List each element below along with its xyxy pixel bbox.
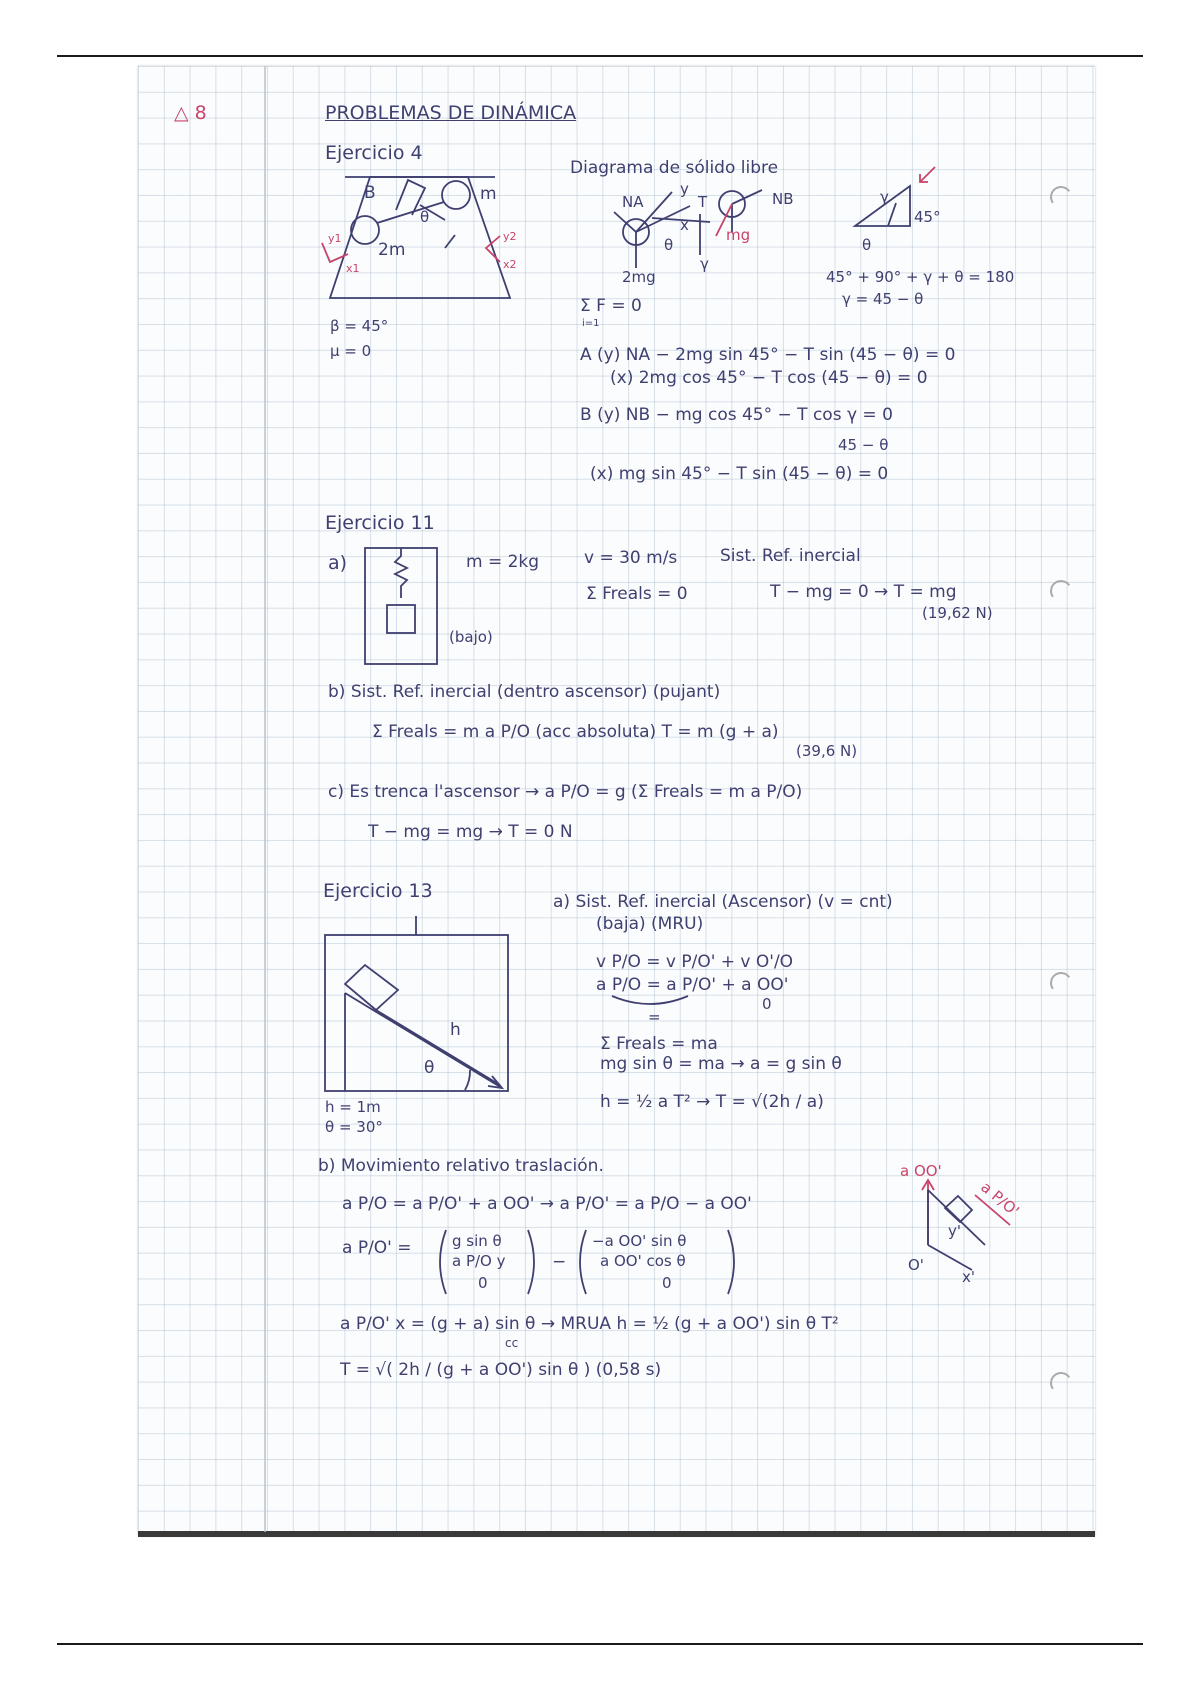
ej4-fig-y1: y1 — [328, 232, 342, 245]
dcl-mg: mg — [726, 226, 751, 244]
ej4-dcl-title: Diagrama de sólido libre — [570, 158, 779, 178]
ej13-a-line2: (baja) (MRU) — [596, 914, 704, 934]
ej13-vel: v P/O = v P/O' + v O'/O — [596, 952, 794, 972]
ej11-b-eq: Σ Freals = m a P/O (acc absoluta) T = m (g + a) — [372, 722, 779, 742]
ej4-fig-theta: θ — [420, 208, 430, 226]
ej13-fig-h: h — [450, 1020, 461, 1040]
dcl-na: NA — [622, 193, 644, 211]
dcl-gamma: γ — [700, 255, 709, 273]
ej4-sum-f: Σ F = 0 — [580, 296, 642, 316]
ej4-given-mu: μ = 0 — [330, 342, 372, 360]
dcl-nb: NB — [772, 190, 794, 208]
ej13-b-rel: a P/O = a P/O' + a OO' → a P/O' = a P/O − a OO' — [342, 1194, 752, 1214]
ej4-fig-b: B — [364, 183, 376, 203]
ej13-b-title: b) Movimiento relativo traslación. — [318, 1156, 604, 1176]
vec2-r2: a OO' cos θ — [600, 1252, 686, 1270]
ej4-heading: Ejercicio 4 — [325, 142, 423, 164]
vec1-r3: 0 — [478, 1274, 488, 1292]
ej11-c-eq: T − mg = mg → T = 0 N — [368, 822, 573, 842]
vec2-r3: 0 — [662, 1274, 672, 1292]
ej11-b-line: b) Sist. Ref. inercial (dentro ascensor) (pujant) — [328, 682, 721, 702]
page-title: PROBLEMAS DE DINÁMICA — [325, 102, 577, 124]
ej13-cc: cc — [505, 1336, 519, 1350]
dcl-2mg: 2mg — [622, 268, 656, 286]
ej11-b-val: (39,6 N) — [796, 742, 858, 760]
dcl-x: x — [680, 216, 689, 234]
ej13-given-h: h = 1m — [325, 1098, 381, 1116]
small-y: y' — [948, 1222, 962, 1240]
ej11-heading: Ejercicio 11 — [325, 512, 435, 534]
ej13-kin: h = ½ a T² → T = √(2h / a) — [600, 1092, 824, 1112]
ej11-val1: (19,62 N) — [922, 604, 993, 622]
vec-minus: − — [552, 1252, 567, 1272]
ej11-sum: Σ Freals = 0 — [586, 584, 688, 604]
ej4-sum-idx: i=1 — [582, 318, 600, 329]
dcl-theta: θ — [664, 236, 674, 254]
ej11-mass: m = 2kg — [466, 552, 540, 572]
vec2-r1: −a OO' sin θ — [592, 1232, 687, 1250]
page-mark: △ 8 — [174, 102, 207, 124]
ej13-sum: Σ Freals = ma — [600, 1034, 718, 1054]
ej13-a-line1: a) Sist. Ref. inercial (Ascensor) (v = cnt) — [553, 892, 893, 912]
ej4-fig-x2: x2 — [503, 258, 517, 271]
ej13-heading: Ejercicio 13 — [323, 880, 433, 902]
ej13-zero: 0 — [762, 995, 772, 1013]
small-o: O' — [908, 1256, 924, 1274]
tri-angle: 45° — [914, 208, 941, 226]
ej4-eq-by: B (y) NB − mg cos 45° − T cos γ = 0 — [580, 405, 893, 425]
ej13-fig-theta: θ — [424, 1058, 435, 1078]
dcl-y: y — [680, 180, 689, 198]
ej4-eq-bx: (x) mg sin 45° − T sin (45 − θ) = 0 — [590, 464, 889, 484]
angle-eq-1: 45° + 90° + γ + θ = 180 — [826, 268, 1015, 286]
ej4-fig-2m: 2m — [378, 240, 406, 260]
ej4-fig-m: m — [480, 184, 497, 204]
ej4-given-beta: β = 45° — [330, 317, 389, 335]
tri-theta: θ — [862, 236, 872, 254]
ej13-acc: a P/O = a P/O' + a OO' — [596, 975, 789, 995]
ej4-fig-x1: x1 — [346, 262, 360, 275]
small-x: x' — [962, 1268, 976, 1286]
angle-eq-2: γ = 45 − θ — [842, 290, 924, 308]
ej13-t-final: T = √( 2h / (g + a OO') sin θ ) (0,58 s) — [340, 1360, 662, 1380]
ej13-force: mg sin θ = ma → a = g sin θ — [600, 1054, 842, 1074]
ej11-frame: Sist. Ref. inercial — [720, 546, 861, 566]
ej11-part-a: a) — [328, 552, 348, 574]
ej11-speed: v = 30 m/s — [584, 548, 678, 568]
ej11-down: (bajo) — [449, 628, 493, 646]
ej4-fig-y2: y2 — [503, 230, 517, 243]
small-a-oo: a OO' — [900, 1162, 942, 1180]
tri-gamma: γ — [880, 188, 889, 206]
vec1-r2: a P/O y — [452, 1252, 506, 1270]
ej13-vec-lhs: a P/O' = — [342, 1238, 412, 1258]
ej13-given-theta: θ = 30° — [325, 1118, 383, 1136]
vec1-r1: g sin θ — [452, 1232, 502, 1250]
ej13-x-eq: a P/O' x = (g + a) sin θ → MRUA h = ½ (g + a OO') sin θ T² — [340, 1314, 839, 1334]
ej4-eq-gamma-note: 45 − θ — [838, 436, 889, 454]
ej11-c-line: c) Es trenca l'ascensor → a P/O = g (Σ Freals = m a P/O) — [328, 782, 803, 802]
small-a-po: a P/O' — [977, 1177, 1023, 1221]
ej11-eq1: T − mg = 0 → T = mg — [770, 582, 957, 602]
ej13-eq-sign: = — [648, 1008, 661, 1026]
ej4-eq-ax: (x) 2mg cos 45° − T cos (45 − θ) = 0 — [610, 368, 928, 388]
ej4-eq-ay: A (y) NA − 2mg sin 45° − T sin (45 − θ) = 0 — [580, 345, 956, 365]
dcl-t: T — [698, 193, 708, 211]
